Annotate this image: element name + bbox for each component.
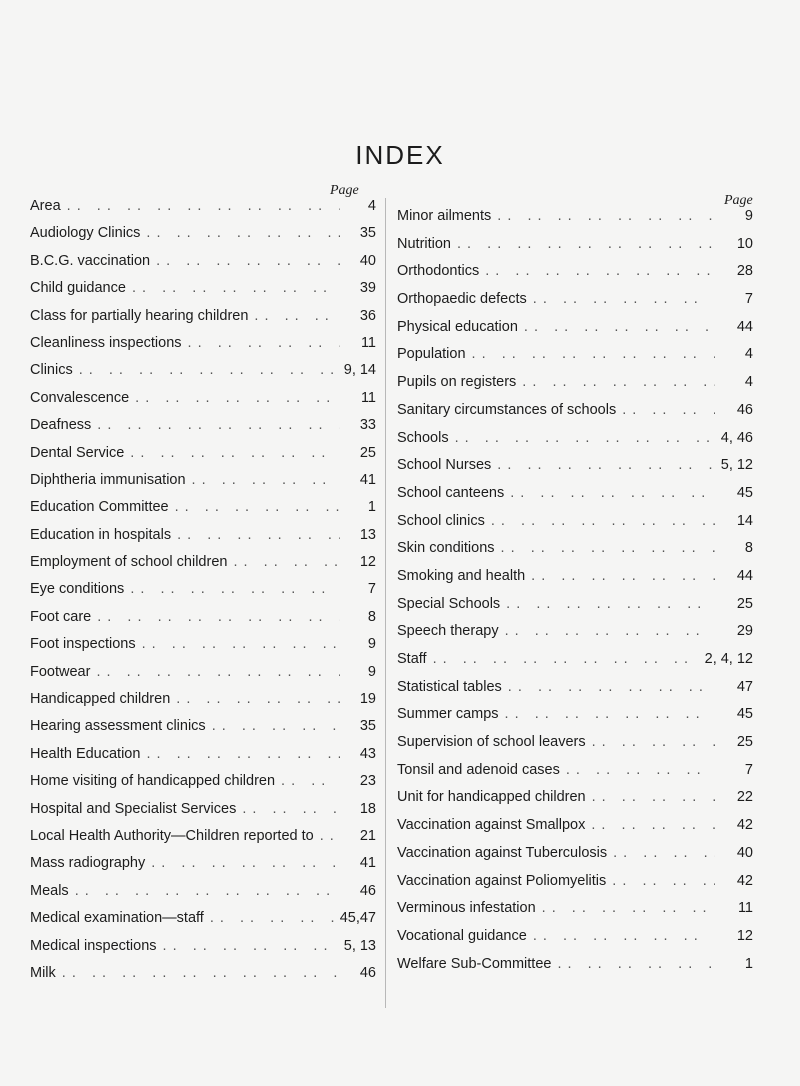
dot-leader	[466, 346, 715, 362]
index-page-number: 11	[360, 334, 376, 351]
index-entry	[30, 253, 376, 280]
index-page-number: 45	[736, 484, 753, 501]
index-entry	[397, 374, 753, 402]
index-entry	[397, 319, 753, 347]
dot-leader	[485, 513, 715, 529]
index-entry	[397, 457, 753, 485]
index-entry	[397, 346, 753, 374]
dot-leader	[91, 609, 340, 625]
index-entry	[30, 664, 376, 691]
index-page-number: 21	[359, 827, 376, 844]
index-page-number: 4	[744, 346, 753, 363]
index-entry	[397, 430, 753, 458]
dot-leader	[56, 965, 340, 981]
column-divider	[385, 198, 386, 1008]
dot-leader	[525, 568, 715, 584]
index-term: Home visiting of handicapped children	[30, 773, 276, 790]
index-entry	[397, 568, 753, 596]
index-term: Clinics	[30, 362, 73, 379]
index-term: Orthodontics	[397, 263, 480, 280]
dot-leader	[616, 402, 715, 418]
index-term: Sanitary circumstances of schools	[397, 401, 617, 418]
index-term: School canteens	[397, 484, 505, 501]
index-page-number: 25	[359, 444, 376, 461]
dot-leader	[182, 335, 340, 351]
dot-leader	[129, 390, 340, 406]
index-term: Special Schools	[397, 595, 501, 612]
index-page-number: 40	[359, 252, 376, 269]
index-term: Employment of school children	[30, 554, 228, 571]
index-term: Smoking and health	[397, 567, 526, 584]
index-page-number: 46	[736, 401, 753, 418]
index-term: Verminous infestation	[397, 900, 536, 917]
dot-leader	[516, 374, 715, 390]
index-page-number: 40	[736, 844, 753, 861]
index-entry	[397, 263, 753, 291]
index-entry	[397, 236, 753, 264]
index-term: Audiology Clinics	[30, 225, 141, 242]
index-term: Foot inspections	[30, 636, 136, 653]
index-page-number: 47	[736, 678, 753, 695]
index-entry	[397, 513, 753, 541]
dot-leader	[499, 706, 715, 722]
dot-leader	[491, 457, 715, 473]
dot-leader	[427, 651, 701, 667]
index-term: Cleanliness inspections	[30, 334, 182, 351]
index-page-number: 46	[359, 964, 376, 981]
index-term: Statistical tables	[397, 678, 502, 695]
dot-leader	[449, 430, 715, 446]
dot-leader	[479, 263, 715, 279]
index-term: Supervision of school leavers	[397, 734, 586, 751]
index-page-number: 44	[736, 567, 753, 584]
index-page-number: 22	[736, 789, 753, 806]
dot-leader	[170, 691, 340, 707]
index-page-number: 4	[367, 198, 376, 214]
index-page-number: 8	[744, 540, 753, 557]
dot-leader	[171, 527, 340, 543]
index-term: Physical education	[397, 318, 518, 335]
index-term: Pupils on registers	[397, 374, 517, 391]
dot-leader	[236, 801, 340, 817]
index-entry	[397, 402, 753, 430]
index-term: Vaccination against Smallpox	[397, 817, 586, 834]
index-term: B.C.G. vaccination	[30, 252, 151, 269]
index-term: Vaccination against Tuberculosis	[397, 844, 608, 861]
dot-leader	[585, 817, 715, 833]
index-entry	[397, 208, 753, 236]
index-term: Handicapped children	[30, 691, 171, 708]
dot-leader	[527, 928, 715, 944]
index-entry	[30, 773, 376, 800]
index-entry	[397, 540, 753, 568]
index-page-number: 42	[736, 872, 753, 889]
index-page-number: 42	[736, 817, 753, 834]
index-entry	[30, 609, 376, 636]
index-term: School Nurses	[397, 457, 492, 474]
index-page-number: 1	[744, 955, 753, 972]
index-page-number: 41	[359, 471, 376, 488]
index-term: Speech therapy	[397, 623, 499, 640]
index-entry	[30, 308, 376, 335]
index-page-number: 9	[367, 663, 376, 680]
dot-leader	[606, 873, 715, 889]
index-page-number: 46	[359, 882, 376, 899]
index-entry	[397, 900, 753, 928]
index-term: Orthopaedic defects	[397, 291, 527, 308]
index-term: Vaccination against Poliomyelitis	[397, 872, 607, 889]
index-term: Eye conditions	[30, 581, 125, 598]
index-term: Convalescence	[30, 389, 130, 406]
index-entry	[30, 581, 376, 608]
index-page-number: 4	[744, 374, 753, 391]
index-page-number: 5, 12	[720, 457, 753, 474]
dot-leader	[157, 938, 340, 954]
index-page-number: 5, 13	[343, 937, 376, 954]
index-entry	[397, 845, 753, 873]
dot-leader	[451, 236, 715, 252]
index-term: Medical examination—staff	[30, 910, 204, 927]
index-page-number: 7	[744, 761, 753, 778]
dot-leader	[227, 554, 340, 570]
dot-leader	[248, 308, 340, 324]
dot-leader	[502, 679, 715, 695]
index-term: Tonsil and adenoid cases	[397, 761, 560, 778]
index-page-number: 19	[359, 691, 376, 708]
dot-leader	[495, 540, 715, 556]
index-entry	[397, 706, 753, 734]
index-page-number: 25	[736, 595, 753, 612]
index-term: Skin conditions	[397, 540, 495, 557]
index-term: Education in hospitals	[30, 526, 172, 543]
index-page-number: 11	[737, 900, 753, 917]
index-term: Diphtheria immunisation	[30, 471, 186, 488]
index-page-number: 35	[359, 225, 376, 242]
index-term: Staff	[397, 651, 427, 667]
index-page-number: 33	[359, 417, 376, 434]
index-entry	[30, 855, 376, 882]
dot-leader	[91, 417, 340, 433]
dot-leader	[124, 581, 340, 597]
dot-leader	[73, 362, 340, 378]
index-entry	[397, 789, 753, 817]
dot-leader	[140, 746, 340, 762]
dot-leader	[204, 910, 336, 926]
dot-leader	[607, 845, 715, 861]
index-term: Child guidance	[30, 280, 126, 297]
index-page-number: 39	[359, 280, 376, 297]
index-page-number: 4, 46	[720, 429, 753, 446]
index-page-number: 45	[736, 706, 753, 723]
dot-leader	[186, 472, 340, 488]
dot-leader	[136, 636, 340, 652]
index-entry	[30, 691, 376, 718]
index-entry	[30, 965, 376, 992]
index-entry	[30, 938, 376, 965]
index-term: Class for partially hearing children	[30, 307, 249, 324]
index-entry	[397, 762, 753, 790]
index-term: Milk	[30, 964, 56, 981]
index-entry	[30, 390, 376, 417]
index-entry	[30, 554, 376, 581]
index-term: Population	[397, 346, 466, 363]
dot-leader	[560, 762, 715, 778]
index-entry	[30, 910, 376, 937]
index-page-number: 9	[744, 208, 753, 224]
index-term: Local Health Authority—Children reported to	[30, 827, 314, 844]
index-entry	[397, 485, 753, 513]
index-term: School clinics	[397, 512, 485, 529]
index-term: Nutrition	[397, 235, 451, 252]
index-page-number: 14	[736, 512, 753, 529]
dot-leader	[551, 956, 715, 972]
index-entry	[30, 445, 376, 472]
dot-leader	[504, 485, 715, 501]
index-entry	[30, 527, 376, 554]
left-page-column-label: Page	[330, 183, 359, 198]
index-term: Foot care	[30, 608, 92, 625]
index-entry	[30, 225, 376, 252]
index-page-number: 8	[367, 608, 376, 625]
index-page-number: 12	[359, 554, 376, 571]
index-entry	[397, 928, 753, 956]
index-entry	[397, 291, 753, 319]
index-page-number: 35	[359, 718, 376, 735]
index-page-number: 13	[359, 526, 376, 543]
index-page-number: 18	[359, 800, 376, 817]
dot-leader	[499, 623, 715, 639]
right-index-column	[397, 208, 753, 983]
index-page-number: 23	[359, 773, 376, 790]
index-page-number: 1	[367, 499, 376, 516]
dot-leader	[126, 280, 340, 296]
index-page-number: 28	[736, 263, 753, 280]
dot-leader	[69, 883, 340, 899]
dot-leader	[500, 596, 715, 612]
index-entry	[397, 679, 753, 707]
index-entry	[30, 280, 376, 307]
index-entry	[397, 596, 753, 624]
index-term: Unit for handicapped children	[397, 789, 586, 806]
index-term: Education Committee	[30, 499, 169, 516]
index-term: Deafness	[30, 417, 92, 434]
index-page-number: 12	[736, 927, 753, 944]
index-term: Hearing assessment clinics	[30, 718, 206, 735]
dot-leader	[169, 499, 340, 515]
left-index-column	[30, 198, 376, 992]
index-term: Minor ailments	[397, 208, 492, 224]
index-entry	[30, 472, 376, 499]
index-page-number: 11	[360, 389, 376, 406]
index-entry	[397, 623, 753, 651]
index-entry	[30, 417, 376, 444]
index-title: INDEX	[355, 140, 445, 170]
dot-leader	[586, 789, 715, 805]
index-entry	[30, 883, 376, 910]
index-page-number: 41	[359, 855, 376, 872]
index-term: Area	[30, 198, 61, 214]
right-page-column-label: Page	[724, 193, 753, 208]
index-entry	[30, 828, 376, 855]
index-entry	[30, 198, 376, 225]
dot-leader	[491, 208, 715, 224]
dot-leader	[518, 319, 715, 335]
index-term: Vocational guidance	[397, 927, 527, 944]
dot-leader	[140, 225, 340, 241]
index-page-number: 7	[367, 581, 376, 598]
index-term: Schools	[397, 429, 449, 446]
index-entry	[397, 651, 753, 679]
index-term: Summer camps	[397, 706, 499, 723]
dot-leader	[586, 734, 715, 750]
dot-leader	[150, 253, 340, 269]
index-entry	[397, 956, 753, 984]
index-page-number: 9	[367, 636, 376, 653]
index-entry	[397, 817, 753, 845]
index-page-number: 45,47	[339, 910, 376, 927]
index-entry	[30, 746, 376, 773]
dot-leader	[206, 718, 340, 734]
index-entry	[30, 499, 376, 526]
index-page-number: 10	[736, 235, 753, 252]
index-term: Welfare Sub-Committee	[397, 955, 552, 972]
index-page-number: 29	[736, 623, 753, 640]
index-term: Hospital and Specialist Services	[30, 800, 237, 817]
index-entry	[397, 873, 753, 901]
dot-leader	[61, 198, 340, 214]
index-term: Health Education	[30, 745, 141, 762]
dot-leader	[314, 828, 340, 844]
index-term: Dental Service	[30, 444, 125, 461]
index-entry	[30, 362, 376, 389]
dot-leader	[124, 445, 340, 461]
index-term: Meals	[30, 882, 69, 899]
index-page-number: 7	[744, 291, 753, 308]
index-page-number: 43	[359, 745, 376, 762]
index-entry	[30, 718, 376, 745]
index-entry	[30, 636, 376, 663]
index-term: Medical inspections	[30, 937, 157, 954]
index-page-number: 2, 4, 12	[704, 651, 753, 667]
index-term: Footwear	[30, 663, 91, 680]
dot-leader	[275, 773, 340, 789]
index-entry	[30, 335, 376, 362]
index-page-number: 9, 14	[343, 362, 376, 379]
index-page-number: 44	[736, 318, 753, 335]
dot-leader	[536, 900, 715, 916]
dot-leader	[90, 664, 340, 680]
index-entry	[30, 801, 376, 828]
dot-leader	[527, 291, 715, 307]
index-page-number: 25	[736, 734, 753, 751]
index-page-number: 36	[359, 307, 376, 324]
dot-leader	[145, 855, 340, 871]
index-entry	[397, 734, 753, 762]
index-term: Mass radiography	[30, 855, 146, 872]
